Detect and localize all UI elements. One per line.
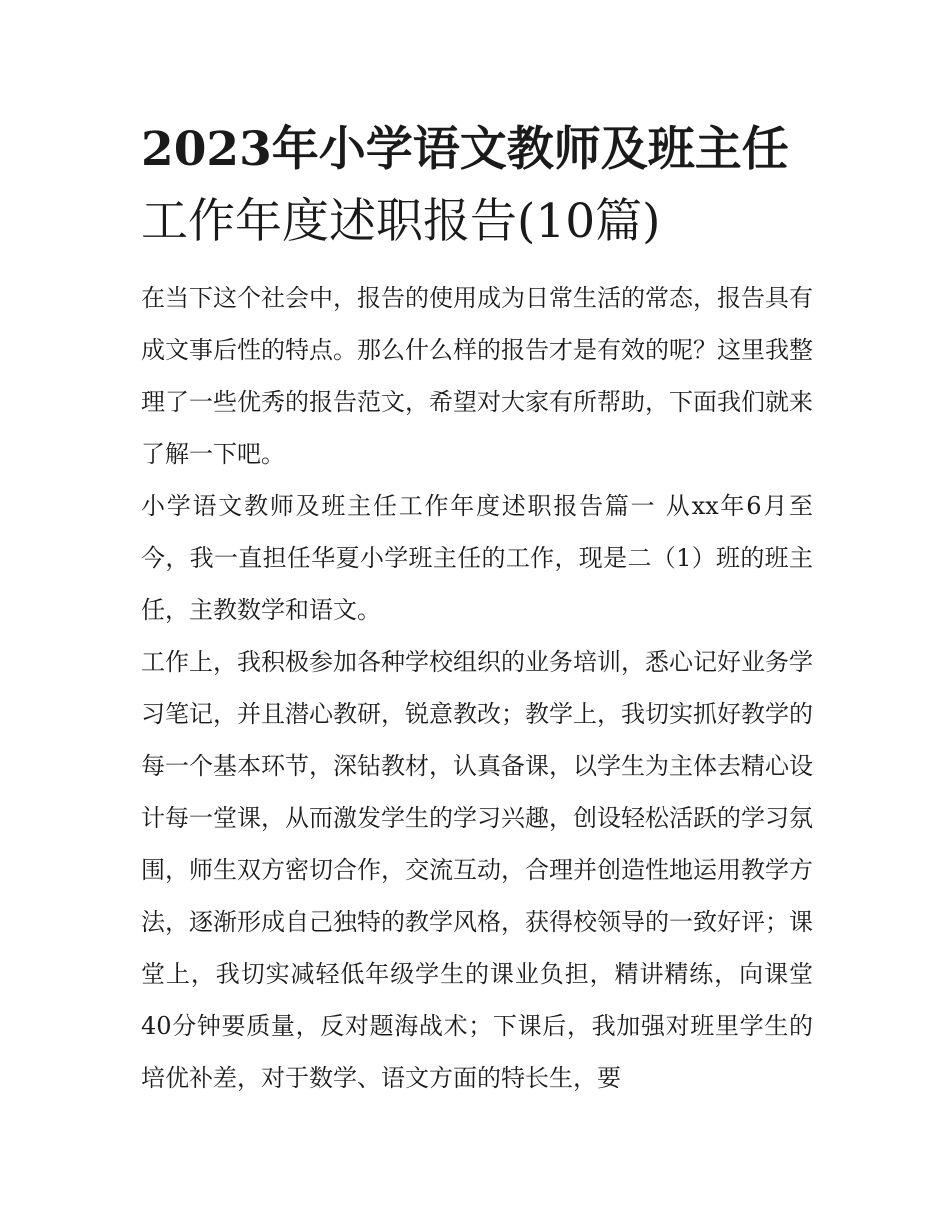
work-description-paragraph: 工作上，我积极参加各种学校组织的业务培训，悉心记好业务学习笔记，并且潜心教研，锐意教改；教学上，我切实抓好教学的每一个基本环节，深钻教材，认真备课，以学生为主体去精心设计每一堂课，从而激发学生的学习兴趣，创设轻松活跃的学习氛围，师生双方密切合作，交流互动，合理并创造性地运用教学方法，逐渐形成自己独特的教学风格，获得校领导的一致好评；课堂上，我切实减轻低年级学生的课业负担，精讲精练，向课堂40分钟要质量，反对题海战术；下课后，我加强对班里学生的培优补差，对于数学、语文方面的特长生，要 bbox=[141, 648, 813, 1092]
intro-paragraph: 在当下这个社会中，报告的使用成为日常生活的常态，报告具有成文事后性的特点。那么什么样的报告才是有效的呢？这里我整理了一些优秀的报告范文，希望对大家有所帮助，下面我们就来了解一下吧。 bbox=[141, 284, 813, 468]
document-content bbox=[141, 114, 813, 1104]
section-one-paragraph: 小学语文教师及班主任工作年度述职报告篇一 从xx年6月至今，我一直担任华夏小学班主任的工作，现是二（1）班的班主任，主教数学和语文。 bbox=[141, 492, 813, 624]
document-title bbox=[141, 114, 813, 258]
title-line-1: 2023年小学语文教师及班主任 bbox=[141, 122, 789, 177]
title-line-2: 工作年度述职报告(10篇) bbox=[141, 194, 661, 249]
